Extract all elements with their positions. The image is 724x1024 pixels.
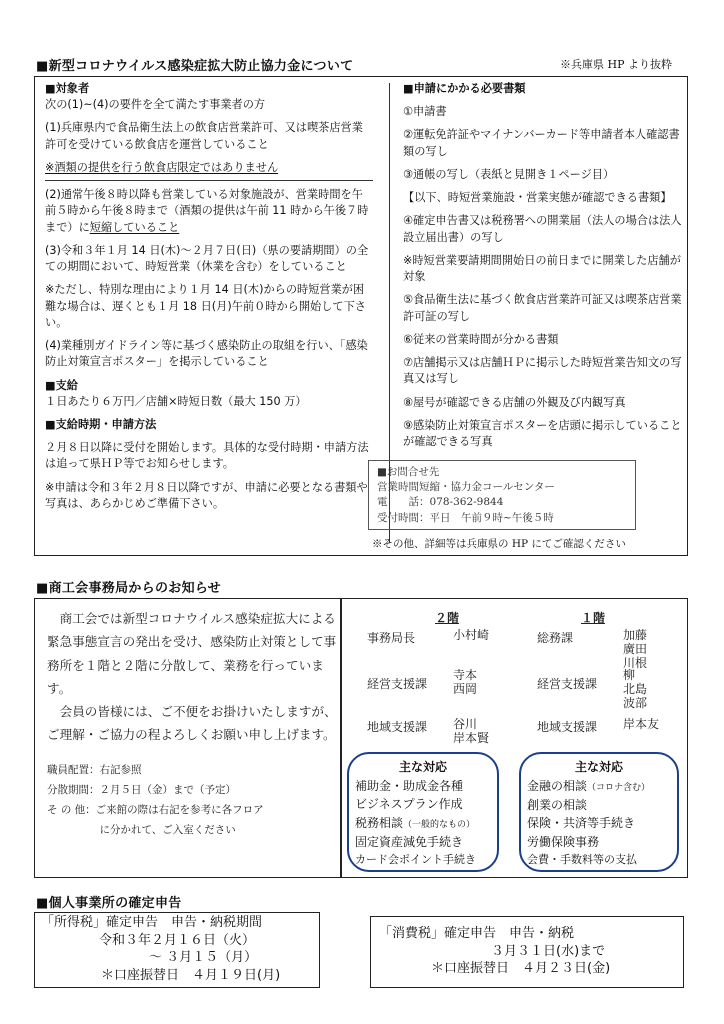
- floor-1-duties: [519, 752, 679, 872]
- document-1: ①申請書: [403, 105, 447, 119]
- floor-1-names: 加藤 廣田 川根: [623, 628, 648, 670]
- period-heading: ■支給時期・申請方法: [45, 417, 157, 431]
- duty-item: 創業の相談: [527, 797, 588, 812]
- requirement-3: (3)令和３年１月 14 日(木)～２月７日(日)（県の要請期間）の全ての期間において、時短営業（休業を含む）をしていること: [45, 243, 369, 274]
- duty-item: 保険・共済等手続き: [527, 816, 636, 831]
- period-note: ※申請は令和３年２月８日以降ですが、申請に必要となる書類や写真は、あらかじめご準備下さい。: [45, 480, 368, 510]
- income-tax-heading: 「所得税」確定申告 申告・納税期間: [41, 915, 263, 930]
- requirement-1-note: ※酒類の提供を行う飲食店限定ではありません: [45, 160, 279, 174]
- duty-item: [527, 777, 671, 796]
- contact-hours: 受付時間：平日 午前９時~午後５時: [377, 511, 554, 524]
- requirement-2: [45, 187, 373, 236]
- section3-title: ■個人事業所の確定申告: [36, 896, 182, 911]
- contact-name: 営業時間短縮・協力金コールセンター: [377, 481, 555, 494]
- duty-item: 補助金・助成金各種: [355, 778, 464, 793]
- requirement-1: (1)兵庫県内で食品衛生法上の飲食店営業許可、又は喫茶店営業許可を受けている飲食店を運営していること: [45, 121, 363, 151]
- details-note: ※その他、詳細等は兵庫県の HP にてご確認ください: [372, 538, 626, 550]
- contact-box: [368, 460, 636, 530]
- contact-heading: ■お問合せ先: [377, 466, 440, 478]
- eligibility-column: [45, 81, 373, 519]
- floor-2-duties-title: 主な対応: [398, 760, 447, 774]
- income-tax-box: [34, 912, 320, 988]
- duty-item: 労働保険事務: [527, 834, 600, 849]
- document-6: ⑥従来の営業時間が分かる書類: [403, 332, 559, 346]
- document-7: ⑦店舗掲示又は店舗ＨＰに掲示した時短営業告知文の写真又は写し: [403, 356, 682, 386]
- floor-2-row: 経営支援課: [367, 677, 428, 691]
- office-notice-box: [34, 598, 688, 878]
- section1-title: ■新型コロナウイルス感染症拡大防止協力金について: [36, 59, 354, 74]
- target-intro: 次の(1)~(4)の要件を全て満たす事業者の方: [45, 98, 266, 112]
- requirement-2-text: (2)通常午後８時以降も営業している対象施設が、営業時間を午前５時から午後８時まで（酒類の提供は午前 11 時から午後７時まで）に: [45, 188, 369, 234]
- duty-item: 会費・手数料等の支払: [527, 853, 637, 867]
- document-2: ②運転免許証やマイナンバーカード等申請者本人確認書類の写し: [403, 128, 680, 158]
- floor-1-row: 総務課: [537, 631, 574, 645]
- duty-item: 固定資産減免手続き: [355, 834, 464, 849]
- floor-2-names: 寺本 西岡: [453, 668, 478, 696]
- floor-2-title: ２階: [435, 611, 460, 625]
- floor-2-row: 地域支援課: [367, 720, 428, 734]
- notice-divider: [340, 599, 342, 877]
- duty-item: [355, 814, 491, 833]
- period-text: ２月８日以降に受付を開始します。具体的な受付時期・申請方法は追って県ＨＰ等でお知らせします。: [45, 441, 369, 471]
- notice-paragraph-2: 会員の皆様には、ご不便をお掛けいたしますが、ご理解・ご協力の程よろしくお願い申し上げます。: [47, 704, 337, 743]
- floor-2-names: 小村崎: [453, 628, 490, 642]
- consumption-tax-heading: 「消費税」確定申告 申告・納税: [379, 926, 575, 941]
- duty-text: 金融の相談: [527, 778, 588, 793]
- floor-2-row: 事務局長: [367, 631, 416, 645]
- consumption-tax-debit-date: ＊口座振替日 ４月２３日(金): [431, 961, 611, 977]
- income-tax-start: 令和３年２月１６日（火）: [98, 932, 255, 948]
- requirement-2-emphasis: 短縮していること: [89, 220, 180, 234]
- document-5: ⑤食品衛生法に基づく飲食店営業許可証又は喫茶店営業許可証の写し: [403, 293, 682, 323]
- document-4-note: ※時短営業要請期間開始日の前日までに開業した店舗が対象: [403, 253, 681, 284]
- section2-title: ■商工会事務局からのお知らせ: [36, 581, 222, 596]
- consumption-tax-box: [370, 916, 684, 988]
- payment-heading: ■支給: [45, 378, 78, 392]
- documents-column: [403, 81, 683, 457]
- target-heading: ■対象者: [45, 82, 90, 95]
- other-line-1: そ の 他：ご来館の際は右記を参考に各フロア: [47, 803, 264, 816]
- floor-1-row: 経営支援課: [537, 677, 598, 691]
- consumption-tax-deadline: ３月３１日(水)まで: [491, 943, 606, 959]
- requirement-3-note: ※ただし、特別な理由により１月 14 日(木)からの時短営業が困難な場合は、遅くとも１月 18 日(月)午前０時から開始して下さい。: [45, 283, 366, 329]
- office-notice: [47, 607, 337, 841]
- requirement-4: (4)業種別ガイドライン等に基づく感染防止の取組を行い、「感染防止対策宣言ポスター」を掲示していること: [45, 339, 368, 369]
- other-line-2: に分かれて、ご入室ください: [47, 823, 236, 836]
- floor-2-names: 谷川 岸本賢: [453, 717, 490, 745]
- documents-heading: ■申請にかかる必要書類: [403, 82, 526, 95]
- floor-2-duties: [347, 752, 499, 872]
- document-note: 【以下、時短営業施設・営業実態が確認できる書類】: [403, 191, 672, 205]
- income-tax-end: ～ ３月１５（月）: [149, 950, 258, 966]
- floor-1-title: １階: [581, 611, 606, 625]
- payment-text: １日あたり６万円／店舗×時短日数（最大 150 万）: [45, 394, 307, 408]
- floor-1-names: 柳 北島 波部: [623, 668, 648, 710]
- duty-qualifier: （コロナ含む）: [587, 782, 651, 793]
- document-8: ⑧屋号が確認できる店舗の外観及び内観写真: [403, 395, 626, 409]
- floor-1-names: 岸本友: [623, 717, 660, 731]
- duty-item: ビジネスプラン作成: [355, 797, 463, 812]
- period-line: 分散期間：２月５日（金）まで（予定）: [47, 783, 236, 796]
- contact-tel: 電 話：078-362-9844: [377, 496, 504, 509]
- income-tax-debit-date: ＊口座振替日 ４月１９日(月): [101, 967, 281, 983]
- duty-text: 税務相談: [355, 815, 404, 830]
- document-4: ④確定申告書又は税務署への開業届（法人の場合は法人設立届出書）の写し: [403, 214, 682, 244]
- duty-item: カード会ポイント手続き: [355, 853, 476, 867]
- floor-1-duties-title: 主な対応: [574, 760, 623, 774]
- notice-paragraph-1: 商工会では新型コロナウイルス感染症拡大による緊急事態宣言の発出を受け、感染防止対策として事務所を１階と２階に分散して、業務を行っています。: [47, 611, 337, 696]
- source-note: ※兵庫県 HP より抜粋: [560, 58, 672, 71]
- document-9: ⑨感染防止対策宣言ポスターを店頭に掲示していることが確認できる写真: [403, 418, 682, 448]
- floor-1-row: 地域支援課: [537, 720, 598, 734]
- duty-qualifier: （一般的なもの）: [403, 819, 476, 830]
- divider: [45, 180, 373, 181]
- staff-line: 職員配置：右記参照: [47, 763, 142, 776]
- document-3: ③通帳の写し（表紙と見開き１ページ目）: [403, 167, 615, 181]
